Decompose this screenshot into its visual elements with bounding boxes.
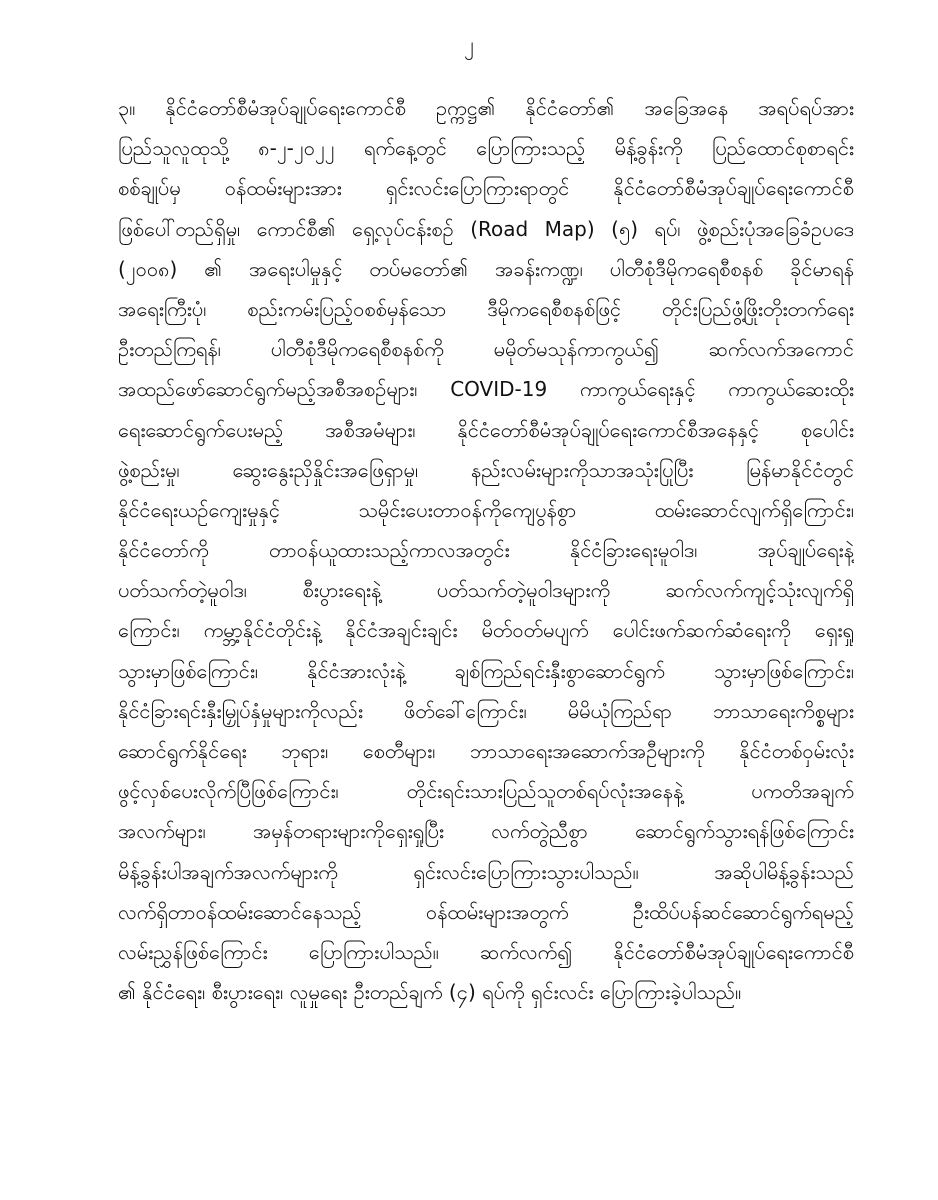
paragraph-line: သွားမှာဖြစ်ကြောင်း၊ နိုင်ငံအားလုံးနဲ့ ချစ်ကြည်ရင်းနှီးစွာဆောင်ရွက် သွားမှာဖြစ်ကြောင်း၊ [118,658,854,683]
paragraph-line: ဖြစ်ပေါ်တည်ရှိမှု၊ ကောင်စီ၏ ရှေ့လုပ်ငန်းစဉ် (Road Map) (၅) ရပ်၊ ဖွဲ့စည်းပုံအခြေခံဥပဒေ [118,216,854,241]
paragraph-3 [118,88,854,1012]
paragraph-line: အလက်များ၊ အမှန်တရားများကိုရှေးရှုပြီး လက်တွဲညီစွာ ဆောင်ရွက်သွားရန်ဖြစ်ကြောင်း [118,819,854,844]
paragraph-line: ၃။ နိုင်ငံတော်စီမံအုပ်ချုပ်ရေးကောင်စီ ဥက္ကဋ္ဌ၏ နိုင်ငံတော်၏ အခြေအနေ အရပ်ရပ်အား [118,96,854,120]
paragraph-line: ရေးဆောင်ရွက်ပေးမည့် အစီအမံများ၊ နိုင်ငံတော်စီမံအုပ်ချုပ်ရေးကောင်စီအနေနှင့် စုပေါင်း [118,417,854,442]
paragraph-line: ပြည်သူလူထုသို့ ၈-၂-၂၀၂၂ ရက်နေ့တွင် ပြောကြားသည့် မိန့်ခွန်းကို ပြည်ထောင်စုစာရင်း [118,136,854,161]
paragraph-line: ကြောင်း၊ ကမ္ဘာ့နိုင်ငံတိုင်းနဲ့ နိုင်ငံအချင်းချင်း မိတ်ဝတ်မပျက် ပေါင်းဖက်ဆက်ဆံရေးကို ရှေးရှု [118,618,854,643]
paragraph-line: အထည်ဖော်ဆောင်ရွက်မည့်အစီအစဉ်များ၊ COVID-19 ကာကွယ်ရေးနှင့် ကာကွယ်ဆေးထိုး [118,377,854,402]
page-number: ၂ [464,32,474,56]
paragraph-line: ၏ နိုင်ငံရေး၊ စီးပွားရေး၊ လူမှုရေး ဦးတည်ချက် (၄) ရပ်ကို ရှင်းလင်း ပြောကြားခဲ့ပါသည်။ [118,980,742,1005]
paragraph-line: လက်ရှိတာဝန်ထမ်းဆောင်နေသည့် ဝန်ထမ်းများအတွက် ဦးထိပ်ပန်ဆင်ဆောင်ရွက်ရမည့် [118,899,854,924]
paragraph-line: မိန့်ခွန်းပါအချက်အလက်များကို ရှင်းလင်းပြောကြားသွားပါသည်။ အဆိုပါမိန့်ခွန်းသည် [118,859,854,884]
paragraph-line: ဖွင့်လှစ်ပေးလိုက်ပြီဖြစ်ကြောင်း၊ တိုင်းရင်းသားပြည်သူတစ်ရပ်လုံးအနေနဲ့ ပကတိအချက် [118,779,854,804]
paragraph-line: အရေးကြီးပုံ၊ စည်းကမ်းပြည့်ဝစစ်မှန်သော ဒီမိုကရေစီစနစ်ဖြင့် တိုင်းပြည်ဖွံ့ဖြိုးတိုးတက်ရေး [118,296,854,321]
paragraph-line: ဆောင်ရွက်နိုင်ရေး ဘုရား၊ စေတီများ၊ ဘာသာရေးအဆောက်အဦများကို နိုင်ငံတစ်ဝှမ်းလုံး [118,739,854,763]
paragraph-line: လမ်းညွှန်ဖြစ်ကြောင်း ပြောကြားပါသည်။ ဆက်လက်၍ နိုင်ငံတော်စီမံအုပ်ချုပ်ရေးကောင်စီ [118,939,854,964]
paragraph-line: (၂၀၀၈) ၏ အရေးပါမှုနှင့် တပ်မတော်၏ အခန်းကဏ္ဍ၊ ပါတီစုံဒီမိုကရေစီစနစ် ခိုင်မာရန် [118,256,854,281]
paragraph-line: ဖွဲ့စည်းမှု၊ ဆွေးနွေးညှိနှိုင်းအဖြေရှာမှု၊ နည်းလမ်းများကိုသာအသုံးပြုပြီး မြန်မာနိုင်ငံတွင် [118,457,854,482]
paragraph-line: စစ်ချုပ်မှ ဝန်ထမ်းများအား ရှင်းလင်းပြောကြားရာတွင် နိုင်ငံတော်စီမံအုပ်ချုပ်ရေးကောင်စီ [118,176,854,201]
paragraph-line: ဦးတည်ကြရန်၊ ပါတီစုံဒီမိုကရေစီစနစ်ကို မမိုတ်မသုန်ကာကွယ်၍ ဆက်လက်အကောင် [118,337,854,362]
paragraph-line: နိုင်ငံခြားရင်းနှီးမြှုပ်နှံမှုများကိုလည်း ဖိတ်ခေါ်ကြောင်း၊ မိမိယုံကြည်ရာ ဘာသာရေးကိစ္စများ [118,698,854,723]
paragraph-line: ပတ်သက်တဲ့မူဝါဒ၊ စီးပွားရေးနဲ့ ပတ်သက်တဲ့မူဝါဒများကို ဆက်လက်ကျင့်သုံးလျက်ရှိ [118,578,854,603]
paragraph-line: နိုင်ငံရေးယဉ်ကျေးမှုနှင့် သမိုင်းပေးတာဝန်ကိုကျေပွန်စွာ ထမ်းဆောင်လျက်ရှိကြောင်း၊ [118,497,854,522]
paragraph-line: နိုင်ငံတော်ကို တာဝန်ယူထားသည့်ကာလအတွင်း နိုင်ငံခြားရေးမူဝါဒ၊ အုပ်ချုပ်ရေးနဲ့ [118,538,854,563]
